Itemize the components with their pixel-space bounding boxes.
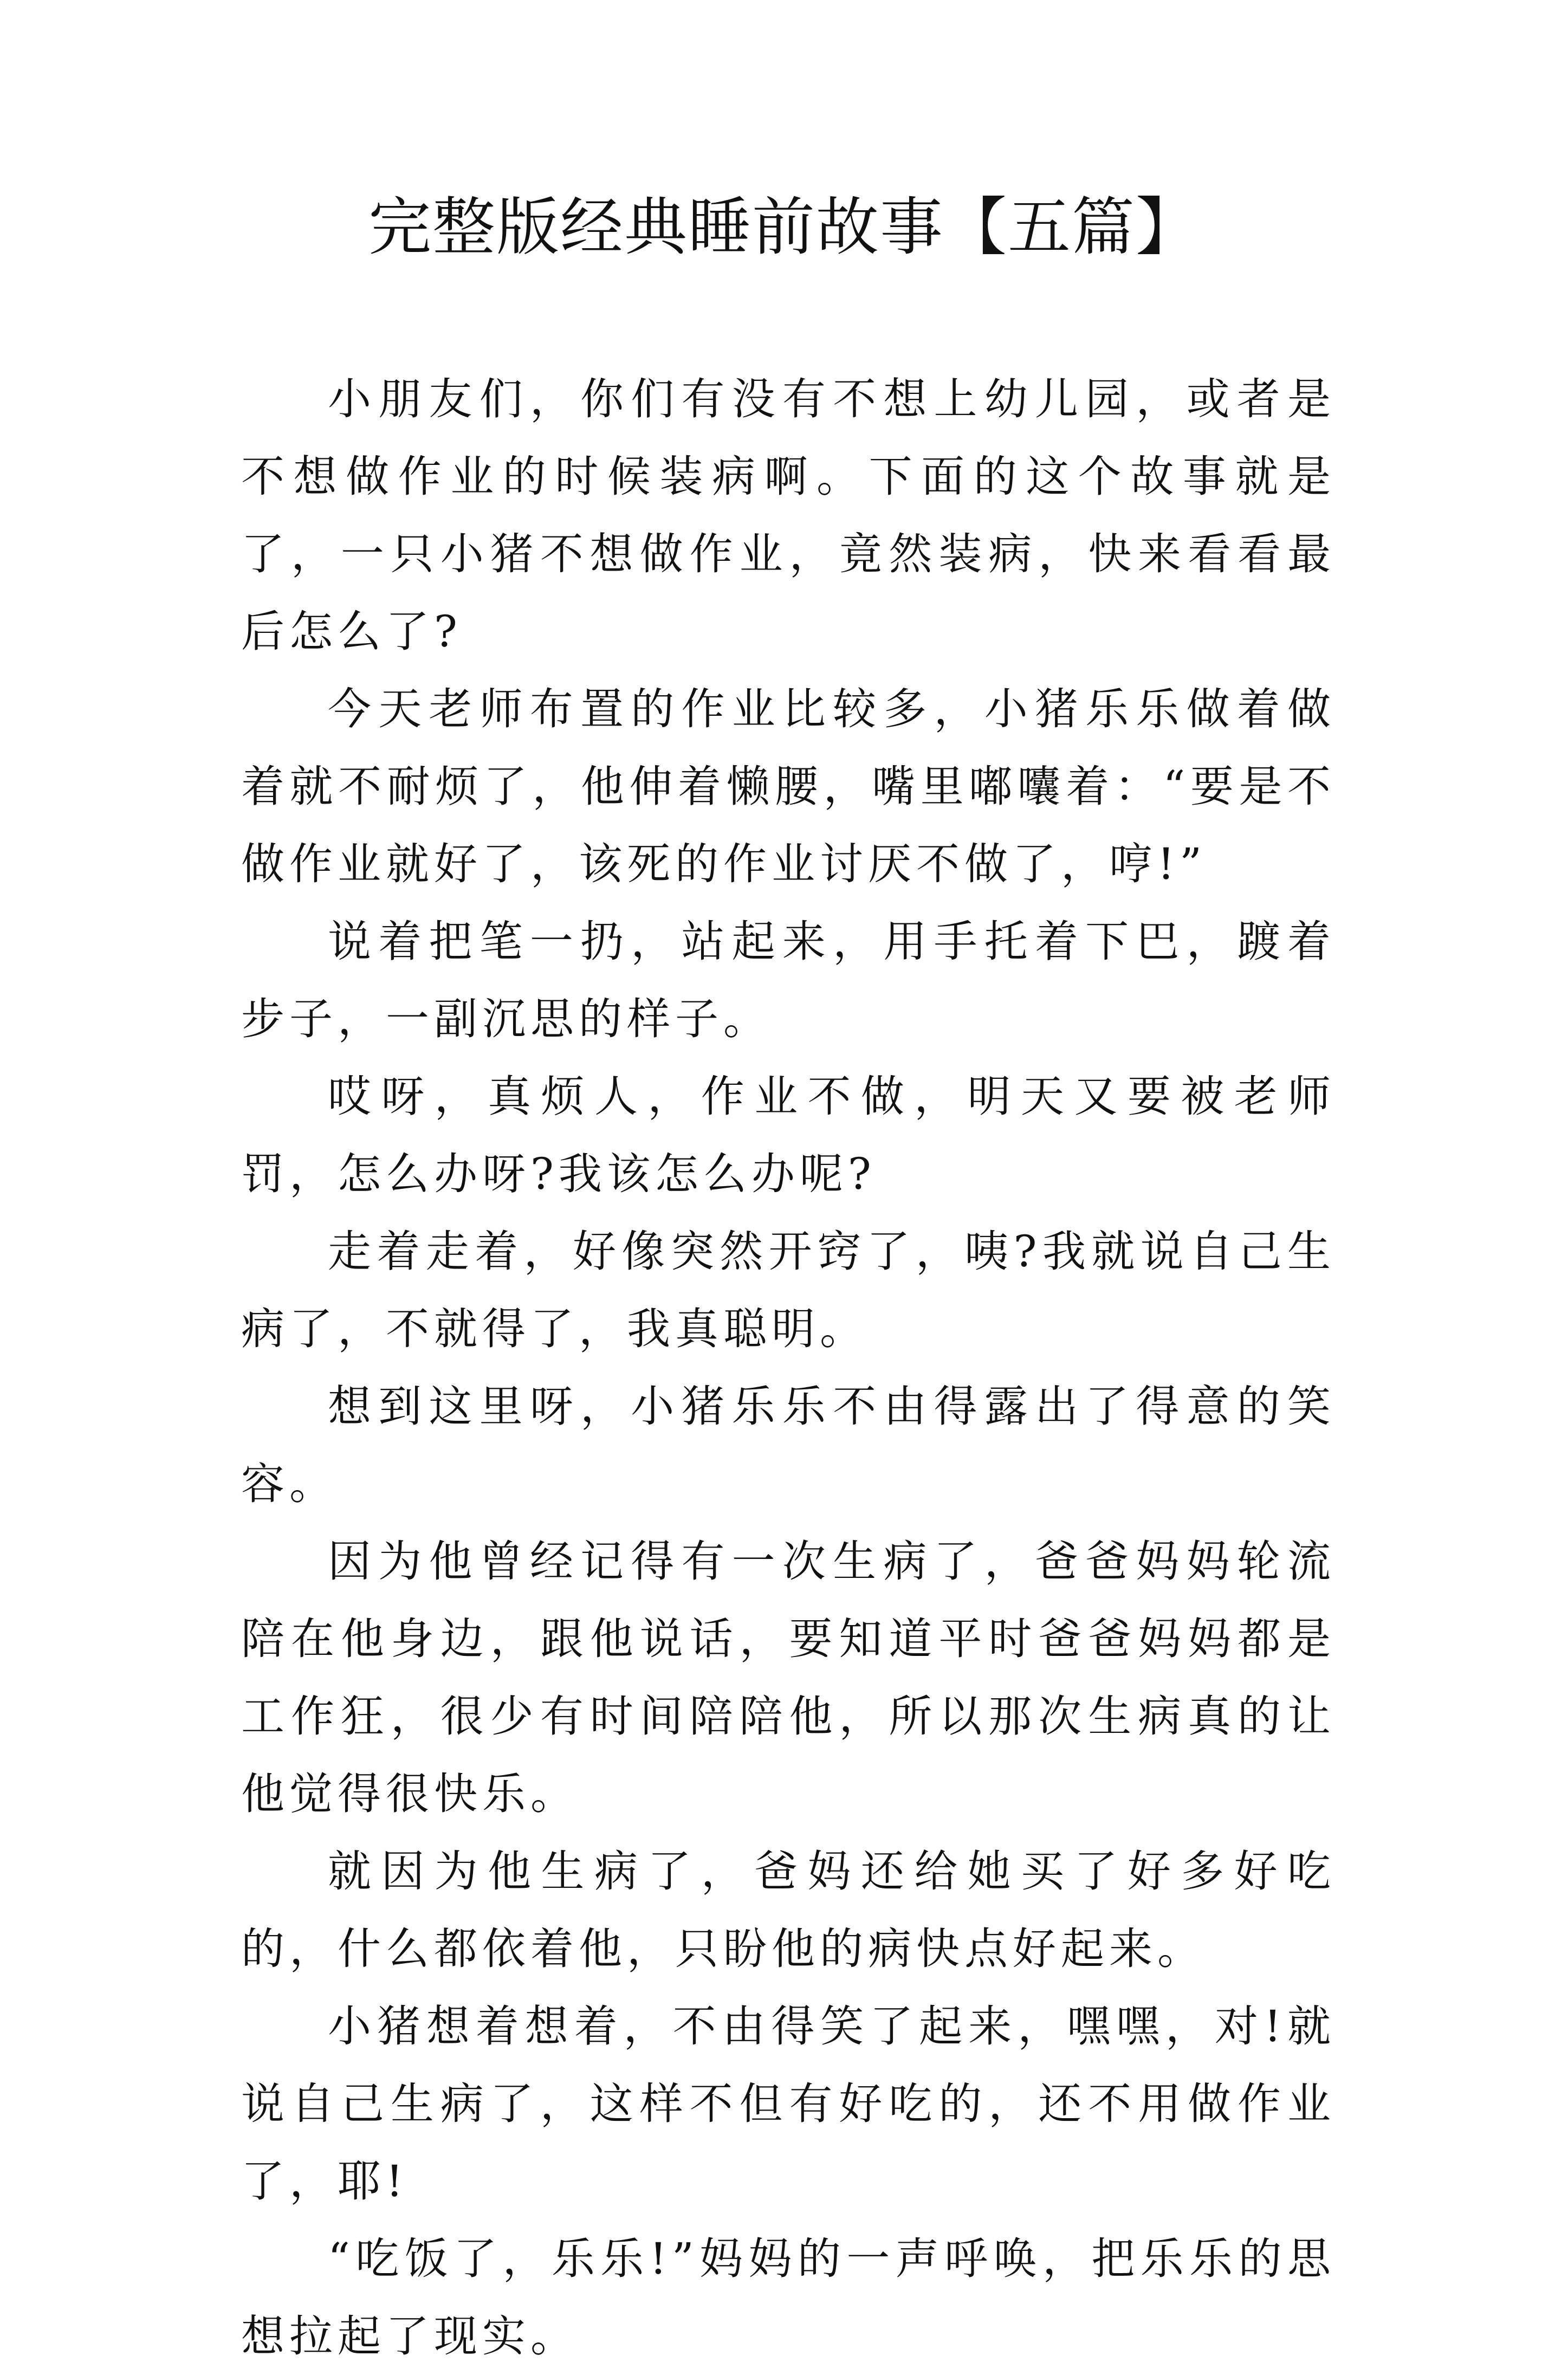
paragraph-10: “吃饭了，乐乐!”妈妈的一声呼唤，把乐乐的思想拉起了现实。 (241, 2234, 1336, 2361)
paragraph-1: 小朋友们，你们有没有不想上幼儿园，或者是不想做作业的时候装病啊。下面的这个故事就是了，一只小猪不想做作业，竟然装病，快来看看最后怎么了? (241, 374, 1336, 657)
document-title: 完整版经典睡前故事【五篇】 (368, 191, 1200, 264)
document-body (241, 360, 1336, 2375)
paragraph-9: 小猪想着想着，不由得笑了起来，嘿嘿，对!就说自己生病了，这样不但有好吃的，还不用做作业了，耶! (241, 2001, 1336, 2206)
paragraph-2: 今天老师布置的作业比较多，小猪乐乐做着做着就不耐烦了，他伸着懒腰，嘴里嘟囔着：“要是不做作业就好了，该死的作业讨厌不做了，哼!” (241, 684, 1336, 889)
paragraph-8: 就因为他生病了，爸妈还给她买了好多好吃的，什么都依着他，只盼他的病快点好起来。 (241, 1846, 1336, 1974)
paragraph-4: 哎呀，真烦人，作业不做，明天又要被老师罚，怎么办呀?我该怎么办呢? (241, 1071, 1336, 1199)
paragraph-6: 想到这里呀，小猪乐乐不由得露出了得意的笑容。 (241, 1381, 1336, 1509)
paragraph-5: 走着走着，好像突然开窍了，咦?我就说自己生病了，不就得了，我真聪明。 (241, 1226, 1336, 1354)
paragraph-7: 因为他曾经记得有一次生病了，爸爸妈妈轮流陪在他身边，跟他说话，要知道平时爸爸妈妈都是工作狂，很少有时间陪陪他，所以那次生病真的让他觉得很快乐。 (241, 1536, 1336, 1819)
paragraph-3: 说着把笔一扔，站起来，用手托着下巴，踱着步子，一副沉思的样子。 (241, 916, 1336, 1044)
